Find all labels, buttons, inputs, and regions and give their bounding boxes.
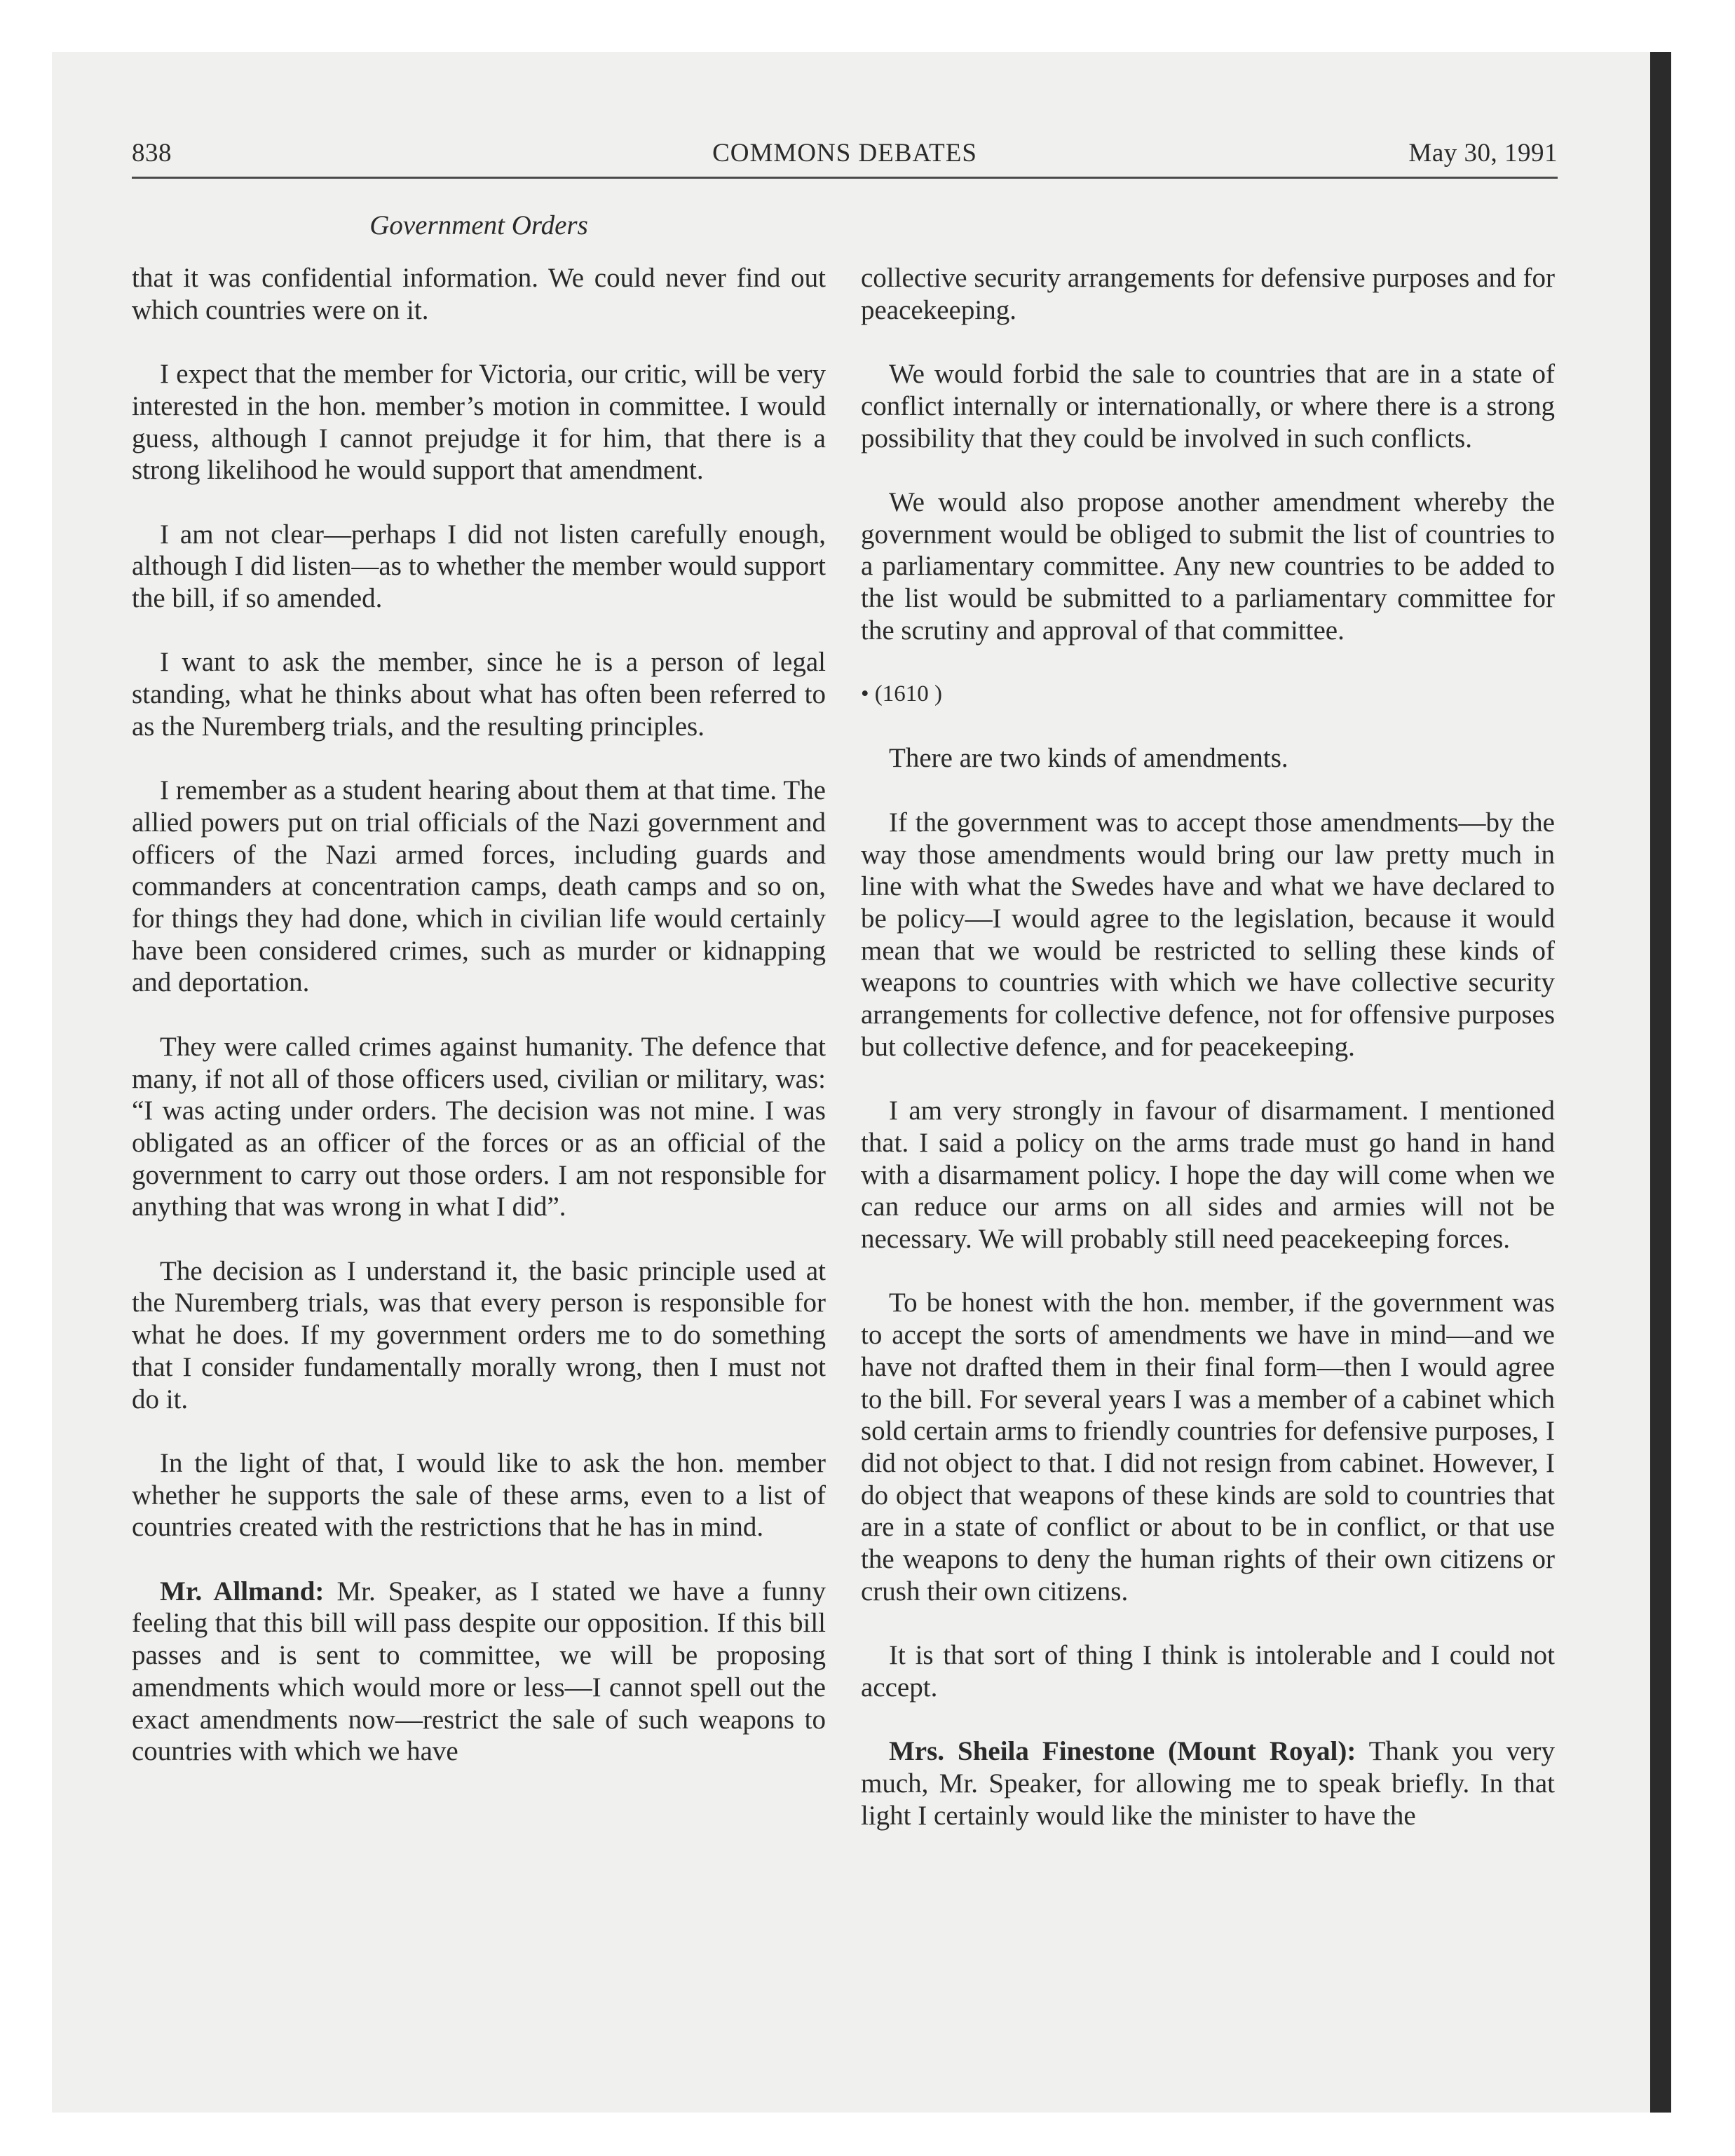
speaker-name: Mr. Allmand: [160,1576,325,1606]
paragraph: If the government was to accept those amendments—by the way those amendments would bring our law pretty much in line with what the Swedes have and what we have declared to be policy—I would agree to the legislation, because it would mean that we would be restricted to selling these kinds of weapons to countries with which we have collective security arrangements for collective defence, not for offensive purposes but collective defence, and for peacekeeping. [861,807,1555,1062]
time-marker: • (1610 ) [861,681,943,707]
paragraph: There are two kinds of amendments. [889,743,1288,774]
header-rule [132,177,1558,179]
speech-text: Thank you very much, Mr. Speaker, for allowing me to speak briefly. In that light I certainly would like the minister to have the [861,1736,1555,1831]
speech-text: Mr. Speaker, as I stated we have a funny feeling that this bill will pass despite our opposition. If this bill passes and is sent to committee, we will be proposing amendments which would more or less—I cannot spell out the exact amendments now—restrict the sale of such weapons to countries with which we have [132,1576,826,1767]
paragraph: We would also propose another amendment whereby the government would be obliged to submit the list of countries to a parliamentary committee. Any new countries to be added to the list would be submitted to a parliamentary committee for the scrutiny and approval of that committee. [861,486,1555,646]
paragraph: In the light of that, I would like to ask the hon. member whether he supports the sale of these arms, even to a list of countries created with the restrictions that he has in mind. [132,1447,826,1543]
publication-title: COMMONS DEBATES [712,139,977,168]
sitting-date: May 30, 1991 [1408,139,1558,168]
scan-edge-shadow [1650,52,1671,2113]
running-header [132,137,1558,177]
paragraph: I want to ask the member, since he is a person of legal standing, what he thinks about what has often been referred to as the Nuremberg trials, and the resulting principles. [132,647,826,742]
paragraph: I remember as a student hearing about them at that time. The allied powers put on trial officials of the Nazi government and officers of the Nazi armed forces, including guards and commanders at concentration camps, death camps and so on, for things they had done, which in civilian life would certainly have been considered crimes, such as murder or kidnapping and deportation. [132,775,826,998]
paragraph: The decision as I understand it, the basic principle used at the Nuremberg trials, was that every person is responsible for what he does. If my government orders me to do something that I consider fundamentally morally wrong, then I must not do it. [132,1255,826,1414]
paragraph: I am very strongly in favour of disarmament. I mentioned that. I said a policy on the arms trade must go hand in hand with a disarmament policy. I hope the day will come when we can reduce our arms on all sides and armies will not be necessary. We will probably still need peacekeeping forces. [861,1096,1555,1254]
paragraph: They were called crimes against humanity. The defence that many, if not all of those officers used, civilian or military, was: “I was acting under orders. The decision was not mine. I was obligated as an officer of the forces or as an official of the government to carry out those orders. I am not responsible for anything that was wrong in what I did”. [132,1031,826,1222]
speech-paragraph [861,1735,1555,1831]
speech-paragraph [132,1576,826,1768]
page-number: 838 [132,139,172,168]
speaker-name: Mrs. Sheila Finestone (Mount Royal): [889,1736,1356,1767]
paragraph: I expect that the member for Victoria, our critic, will be very interested in the hon. member’s motion in committee. I would guess, although I cannot prejudge it for him, that there is a strong likelihood he would support that amendment. [132,359,826,486]
paragraph: We would forbid the sale to countries that are in a state of conflict internally or internationally, or where there is a strong possibility that they could be involved in such conflicts. [861,359,1555,453]
section-heading: Government Orders [369,210,588,240]
left-column [132,262,826,1768]
paragraph: It is that sort of thing I think is intolerable and I could not accept. [861,1640,1555,1703]
paragraph: To be honest with the hon. member, if the government was to accept the sorts of amendments we have in mind—and we have not drafted them in their final form—then I would agree to the bill. For several years I was a member of a cabinet which sold certain arms to friendly countries for defensive purposes, I did not object to that. I did not resign from cabinet. However, I do object that weapons of these kinds are sold to countries that are in a state of conflict or about to be in conflict, or that use the weapons to deny the human rights of their own citizens or crush their own citizens. [861,1288,1555,1606]
right-column [861,262,1555,1831]
paragraph: that it was confidential information. We could never find out which countries were on it. [132,263,826,325]
paragraph: I am not clear—perhaps I did not listen carefully enough, although I did listen—as to whether the member would support the bill, if so amended. [132,519,826,613]
paragraph: collective security arrangements for defensive purposes and for peacekeeping. [861,263,1555,325]
